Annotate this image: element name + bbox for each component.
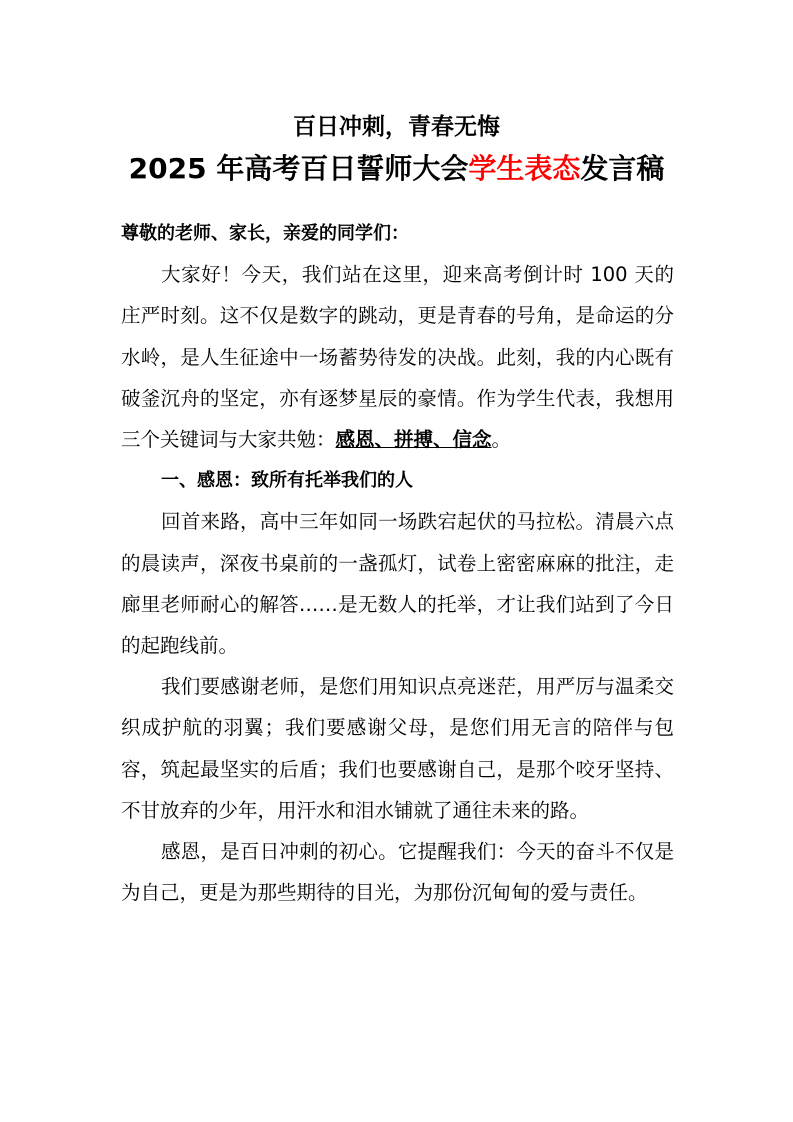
paragraph-gratitude-summary: 感恩，是百日冲刺的初心。它提醒我们：今天的奋斗不仅是为自己，更是为那些期待的目光，为那份沉甸甸的爱与责任。 [121, 840, 674, 905]
paragraph-opening-text: 大家好！今天，我们站在这里，迎来高考倒计时 100 天的庄严时刻。这不仅是数字的跳动，更是青春的号角，是命运的分水岭，是人生征途中一场蓄势待发的决战。此刻，我的内心既有破釜沉舟的坚定，亦有逐梦星辰的豪情。作为学生代表，我想用三个关键词与大家共勉： [121, 263, 674, 452]
subtitle-prefix: 2025 年高考百日誓师大会 [128, 152, 469, 185]
document-title: 百日冲刺，青春无悔 [293, 114, 500, 140]
paragraph-opening-end: 。 [491, 428, 512, 452]
section-heading-gratitude: 一、感恩：致所有托举我们的人 [161, 470, 413, 492]
paragraph-opening [121, 254, 674, 460]
paragraph-thanks: 我们要感谢老师，是您们用知识点亮迷茫，用严厉与温柔交织成护航的羽翼；我们要感谢父母，是您们用无言的陪伴与包容，筑起最坚实的后盾；我们也要感谢自己，是那个咬牙坚持、不甘放弃的少年，用汗水和泪水铺就了通往未来的路。 [121, 675, 674, 822]
paragraph-marathon: 回首来路，高中三年如同一场跌宕起伏的马拉松。清晨六点的晨读声，深夜书桌前的一盏孤灯，试卷上密密麻麻的批注，走廊里老师耐心的解答……是无数人的托举，才让我们站到了今日的起跑线前。 [121, 510, 674, 658]
subtitle-suffix: 发言稿 [580, 152, 665, 185]
salutation: 尊敬的老师、家长，亲爱的同学们： [121, 223, 409, 244]
keywords: 感恩、拼搏、信念 [335, 428, 492, 452]
document-subtitle [0, 149, 793, 189]
speech-body [121, 213, 674, 913]
subtitle-highlight: 学生表态 [468, 152, 581, 185]
